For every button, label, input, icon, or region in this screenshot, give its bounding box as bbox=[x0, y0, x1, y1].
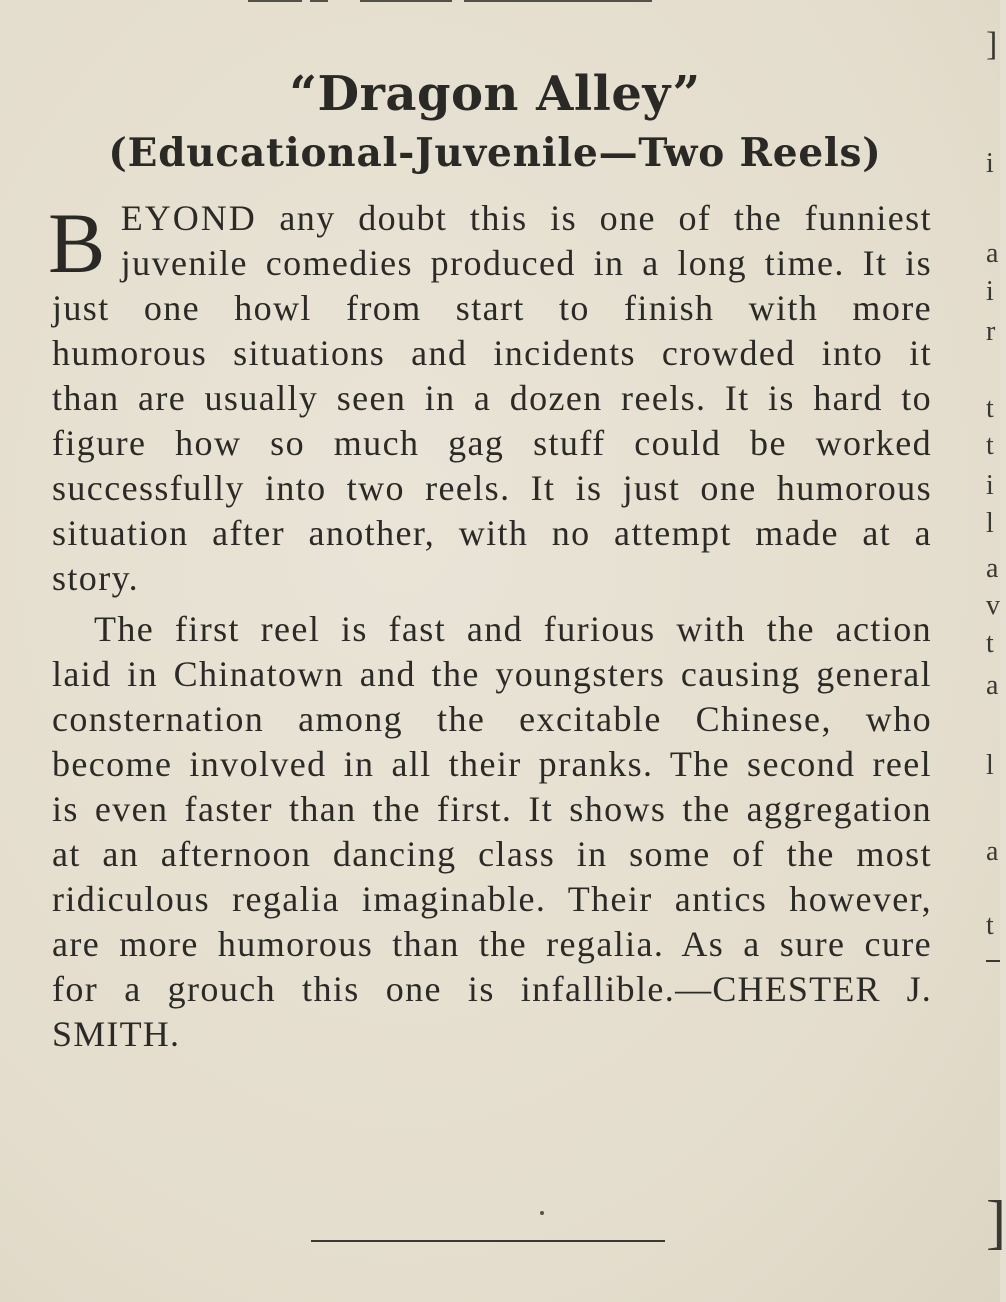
byline: —CHESTER J. SMITH. bbox=[52, 969, 932, 1054]
section-divider-rule bbox=[311, 1240, 665, 1242]
article-title: “Dragon Alley” bbox=[289, 66, 701, 122]
drop-cap-continuation: EYOND bbox=[120, 198, 257, 238]
adjacent-column-edge: ] i a i r t t i l a v t a l a t ] bbox=[986, 26, 1006, 1255]
ink-speck bbox=[540, 1211, 544, 1215]
paragraph-1 bbox=[48, 195, 932, 601]
paragraph-1-text: any doubt this is one of the funniest juvenile comedies produced in a long time. It is just one howl from start to finish with more humorous situations and incidents crowded into it than are usually seen in a dozen reels. It is hard to figure how so much gag stuff could be worked successfully into two reels. It is just one humorous situation after another, with no attempt made at a story. bbox=[52, 198, 932, 598]
article-subtitle: (Educational-Juvenile—Two Reels) bbox=[108, 130, 882, 176]
cut-off-previous-text bbox=[232, 0, 732, 8]
paragraph-2 bbox=[52, 607, 932, 1057]
article-body bbox=[48, 195, 932, 1057]
paragraph-2-text: The first reel is fast and furious with the action laid in Chinatown and the youngsters causing general consternation among the excitable Chinese, who become involved in all their pranks. The second reel is even faster than the first. It shows the aggregation at an afternoon dancing class in some of the most ridiculous regalia imaginable. Their antics however, are more humorous than the regalia. As a sure cure for a grouch this one is infallible. bbox=[52, 609, 932, 1009]
drop-cap: B bbox=[48, 195, 107, 291]
